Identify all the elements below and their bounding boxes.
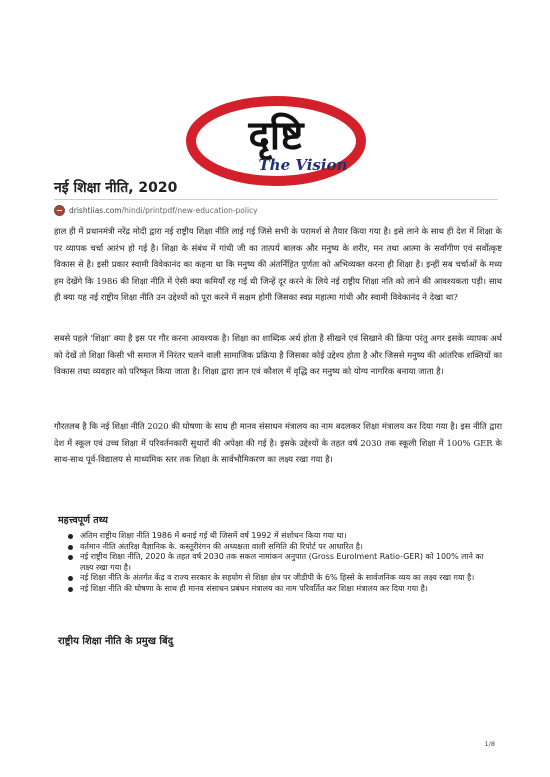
fact-item: वर्तमान नीति अंतरिक्ष वैज्ञानिक के. कस्तूरीरंगन की अध्यक्षता वाली समिति की रिपोर्ट पर आधारित है।: [66, 542, 496, 553]
source-path: /hindi/printpdf/new-education-policy: [121, 205, 258, 215]
logo-devanagari: दृष्टि: [248, 113, 304, 159]
source-domain: drishtiias.com: [69, 205, 122, 215]
fact-item: नई शिक्षा नीति की घोषणा के साथ ही मानव संसाधन प्रबंधन मंत्रालय का नाम परिवर्तित कर शिक्षा मंत्रालय कर दिया गया है।: [66, 584, 496, 595]
fact-item: नई राष्ट्रीय शिक्षा नीति, 2020 के तहत वर्ष 2030 तक सकल नामांकन अनुपात (Gross Eurolment Ratio-GER) को 100% लाने का लक्ष्य रखा गया है।: [66, 552, 496, 573]
paragraph-education-meaning: सबसे पहले 'शिक्षा' क्या है इस पर गौर करना आवश्यक है। शिक्षा का शाब्दिक अर्थ होता है सीखने एवं सिखाने की क्रिया परंतु अगर इसके व्यापक अर्थ को देखें तो शिक्षा किसी भी समाज में निरंतर चलने वाली सामाजिक प्रक्रिया है जिसका कोई उद्देश्य होता है और जिससे मनुष्य की आंतरिक शक्तियों का विकास तथा व्यवहार को परिष्कृत किया जाता है। शिक्षा द्वारा ज्ञान एवं कौशल में वृद्धि कर मनुष्य को योग्य नागरिक बनाया जाता है।: [54, 333, 502, 377]
paragraph-policy-goals: गौरतलब है कि नई शिक्षा नीति 2020 की घोषणा के साथ ही मानव संसाधन मंत्रालय का नाम बदलकर शिक्षा मंत्रालय कर दिया गया है। इस नीति द्वारा देश में स्कूल एवं उच्च शिक्षा में परिवर्तनकारी सुधारों की अपेक्षा की गई है। इसके उद्देश्यों के तहत वर्ष 2030 तक स्कूली शिक्षा में 100% GER के साथ-साथ पूर्व-विद्यालय से माध्यमिक स्तर तक शिक्षा के सार्वभौमिकरण का लक्ष्य रखा गया है।: [54, 421, 502, 465]
title-divider: [54, 199, 498, 200]
logo-tagline: The Vision: [258, 156, 348, 174]
fact-item: नई शिक्षा नीति के अंतर्गत केंद्र व राज्य सरकार के सहयोग से शिक्षा क्षेत्र पर जीडीपी के 6% हिस्से के सार्वजनिक व्यय का लक्ष्य रखा गया है।: [66, 573, 496, 584]
fact-item: अंतिम राष्ट्रीय शिक्षा नीति 1986 में बनाई गई थी जिसमें वर्ष 1992 में संशोधन किया गया था।: [66, 531, 496, 542]
paragraph-intro: हाल ही में प्रधानमंत्री नरेंद्र मोदी द्वारा नई राष्ट्रीय शिक्षा नीति लाई गई जिसे सभी के परामर्श से तैयार किया गया है। इसे लाने के साथ ही देश में शिक्षा के पर व्यापक चर्चा आरंभ हो गई है। शिक्षा के संबंध में गांधी जी का तात्पर्य बालक और मनुष्य के शरीर, मन तथा आत्मा के सर्वांगीण एवं सर्वोत्कृष्ट विकास से है। इसी प्रकार स्वामी विवेकानंद का कहना था कि मनुष्य की अंतर्निहित पूर्णता को अभिव्यक्त करना ही शिक्षा है। इन्हीं सब चर्चाओं के मध्य हम देखेंगे कि 1986 की शिक्षा नीति में ऐसी क्या कमियाँ रह गई थी जिन्हें दूर करने के लिये नई राष्ट्रीय शिक्षा नति को लाने की आवश्यकता पड़ी। साथ ही क्या यह नई राष्ट्रीय शिक्षा नीति उन उद्देश्यों को पूरा करने में सक्षम होगी जिसका स्वप्न महात्मा गांधी और स्वामी विवेकानंद ने देखा था?: [54, 226, 502, 303]
source-url[interactable]: [69, 206, 258, 215]
page-title: नई शिक्षा नीति, 2020: [54, 180, 178, 196]
page-number: 1/8: [484, 740, 495, 748]
site-favicon-icon: [54, 205, 65, 216]
source-link[interactable]: [54, 204, 258, 216]
facts-heading: महत्त्वपूर्ण तथ्य: [58, 515, 108, 526]
facts-list: [66, 531, 496, 595]
key-points-heading: राष्ट्रीय शिक्षा नीति के प्रमुख बिंदु: [58, 636, 174, 647]
drishti-logo: [179, 87, 373, 194]
